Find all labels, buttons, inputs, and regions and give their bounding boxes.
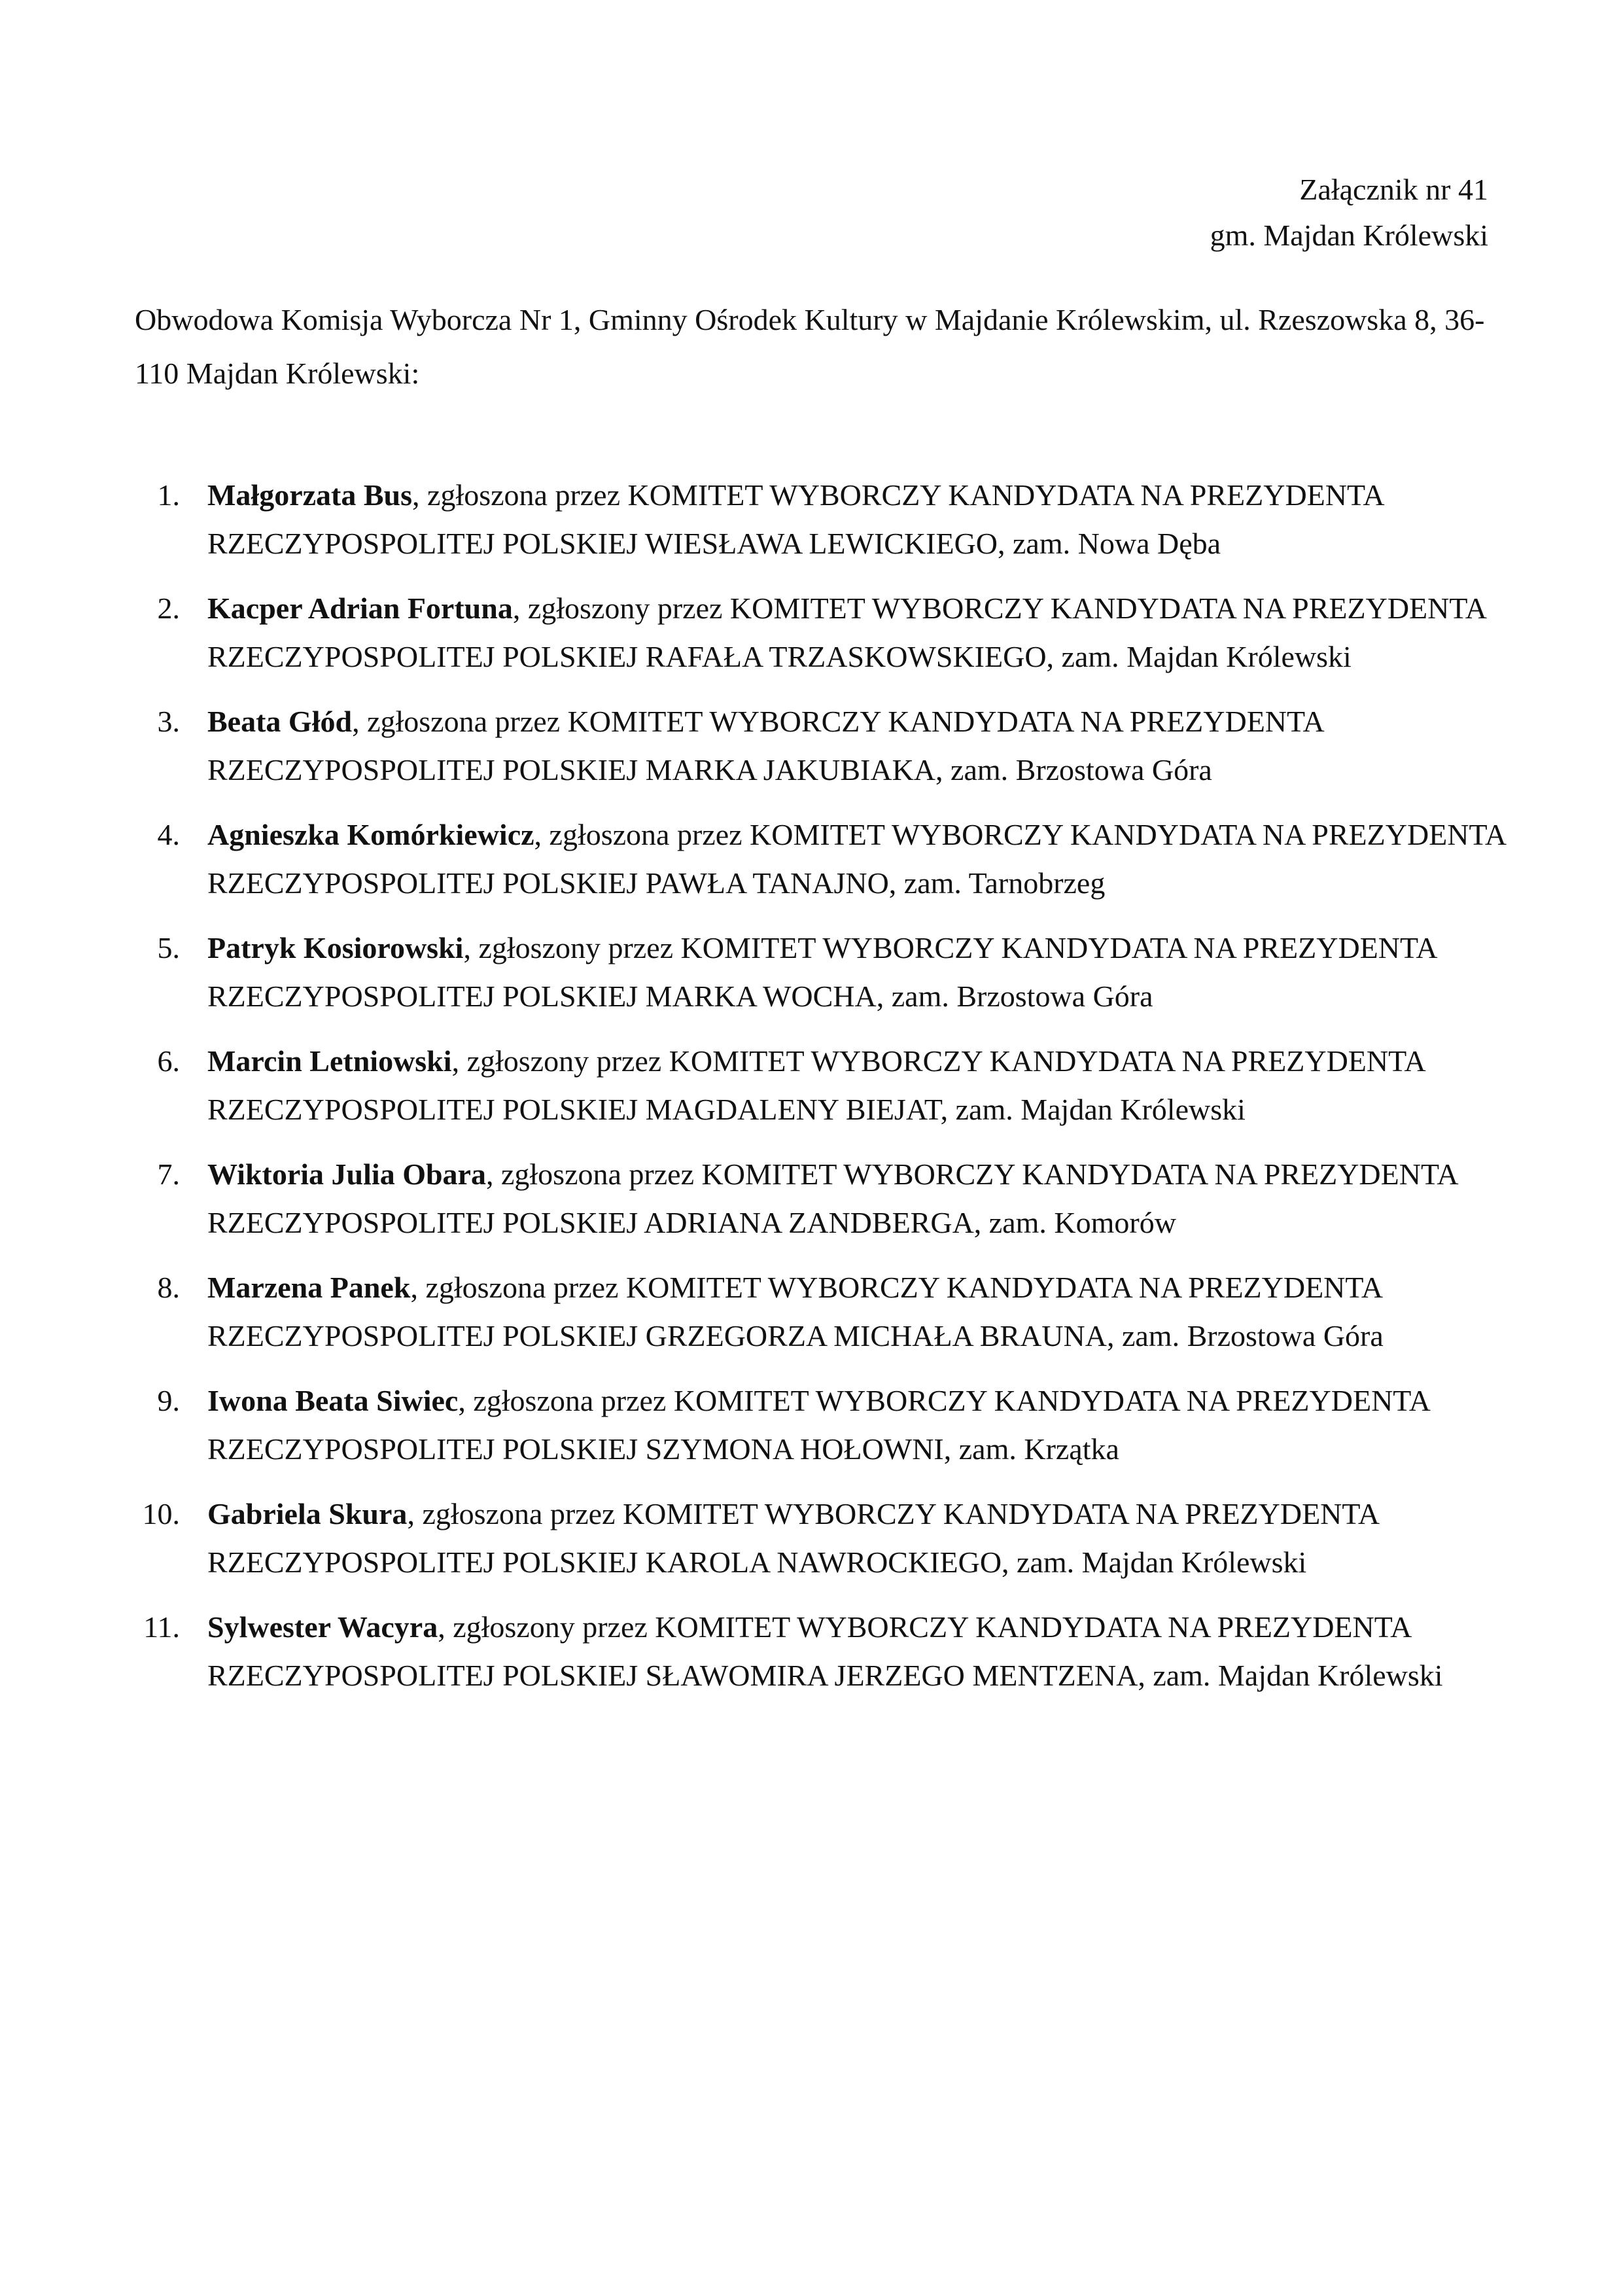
member-name: Iwona Beata Siwiec	[207, 1384, 459, 1417]
list-item	[134, 1490, 1508, 1587]
member-name: Marcin Letniowski	[207, 1044, 452, 1078]
item-number: 8.	[157, 1271, 180, 1304]
list-item	[134, 1037, 1508, 1134]
member-details: , zgłoszona przez KOMITET WYBORCZY KANDYDATA NA PREZYDENTA RZECZYPOSPOLITEJ POLSKIEJ SZYMONA HOŁOWNI, zam. Krzątka	[207, 1384, 1429, 1466]
list-item	[134, 471, 1508, 568]
list-item	[134, 584, 1508, 681]
item-number: 6.	[157, 1044, 180, 1078]
document-header	[1210, 167, 1488, 258]
item-number: 9.	[157, 1384, 180, 1417]
item-number: 11.	[143, 1610, 180, 1644]
member-name: Gabriela Skura	[207, 1497, 408, 1530]
item-number: 3.	[157, 705, 180, 738]
attachment-label: Załącznik nr 41	[1299, 173, 1488, 206]
member-list	[134, 471, 1508, 1716]
item-number: 1.	[157, 478, 180, 512]
member-name: Wiktoria Julia Obara	[207, 1157, 486, 1191]
member-name: Patryk Kosiorowski	[207, 931, 464, 964]
member-details: , zgłoszony przez KOMITET WYBORCZY KANDYDATA NA PREZYDENTA RZECZYPOSPOLITEJ POLSKIEJ MAGDALENY BIEJAT, zam. Majdan Królewski	[207, 1044, 1425, 1126]
list-item	[134, 924, 1508, 1021]
member-details: , zgłoszona przez KOMITET WYBORCZY KANDYDATA NA PREZYDENTA RZECZYPOSPOLITEJ POLSKIEJ WIESŁAWA LEWICKIEGO, zam. Nowa Dęba	[207, 478, 1384, 560]
commission-description: Obwodowa Komisja Wyborcza Nr 1, Gminny Ośrodek Kultury w Majdanie Królewskim, ul. Rzeszowska 8, 36-110 Majdan Królewski:	[135, 303, 1485, 390]
member-name: Kacper Adrian Fortuna	[207, 592, 513, 625]
member-details: , zgłoszony przez KOMITET WYBORCZY KANDYDATA NA PREZYDENTA RZECZYPOSPOLITEJ POLSKIEJ SŁAWOMIRA JERZEGO MENTZENA, zam. Majdan Królewski	[207, 1610, 1443, 1692]
list-item	[134, 811, 1508, 908]
member-details: , zgłoszony przez KOMITET WYBORCZY KANDYDATA NA PREZYDENTA RZECZYPOSPOLITEJ POLSKIEJ MARKA WOCHA, zam. Brzostowa Góra	[207, 931, 1437, 1013]
member-name: Sylwester Wacyra	[207, 1610, 438, 1644]
list-item	[134, 1150, 1508, 1247]
list-item	[134, 1377, 1508, 1474]
member-name: Małgorzata Bus	[207, 478, 413, 512]
list-item	[134, 1263, 1508, 1360]
list-item	[134, 1603, 1508, 1700]
commune-label: gm. Majdan Królewski	[1210, 219, 1488, 252]
item-number: 2.	[157, 592, 180, 625]
member-details: , zgłoszona przez KOMITET WYBORCZY KANDYDATA NA PREZYDENTA RZECZYPOSPOLITEJ POLSKIEJ GRZEGORZA MICHAŁA BRAUNA, zam. Brzostowa Góra	[207, 1271, 1384, 1352]
member-details: , zgłoszona przez KOMITET WYBORCZY KANDYDATA NA PREZYDENTA RZECZYPOSPOLITEJ POLSKIEJ PAWŁA TANAJNO, zam. Tarnobrzeg	[207, 818, 1505, 900]
member-details: , zgłoszony przez KOMITET WYBORCZY KANDYDATA NA PREZYDENTA RZECZYPOSPOLITEJ POLSKIEJ RAFAŁA TRZASKOWSKIEGO, zam. Majdan Królewski	[207, 592, 1486, 673]
member-name: Agnieszka Komórkiewicz	[207, 818, 534, 851]
member-details: , zgłoszona przez KOMITET WYBORCZY KANDYDATA NA PREZYDENTA RZECZYPOSPOLITEJ POLSKIEJ MARKA JAKUBIAKA, zam. Brzostowa Góra	[207, 705, 1323, 786]
list-item	[134, 698, 1508, 794]
member-name: Beata Głód	[207, 705, 353, 738]
item-number: 5.	[157, 931, 180, 964]
member-details: , zgłoszona przez KOMITET WYBORCZY KANDYDATA NA PREZYDENTA RZECZYPOSPOLITEJ POLSKIEJ KAROLA NAWROCKIEGO, zam. Majdan Królewski	[207, 1497, 1378, 1579]
member-details: , zgłoszona przez KOMITET WYBORCZY KANDYDATA NA PREZYDENTA RZECZYPOSPOLITEJ POLSKIEJ ADRIANA ZANDBERGA, zam. Komorów	[207, 1157, 1457, 1239]
item-number: 10.	[142, 1497, 180, 1530]
member-name: Marzena Panek	[207, 1271, 411, 1304]
item-number: 7.	[157, 1157, 180, 1191]
item-number: 4.	[157, 818, 180, 851]
